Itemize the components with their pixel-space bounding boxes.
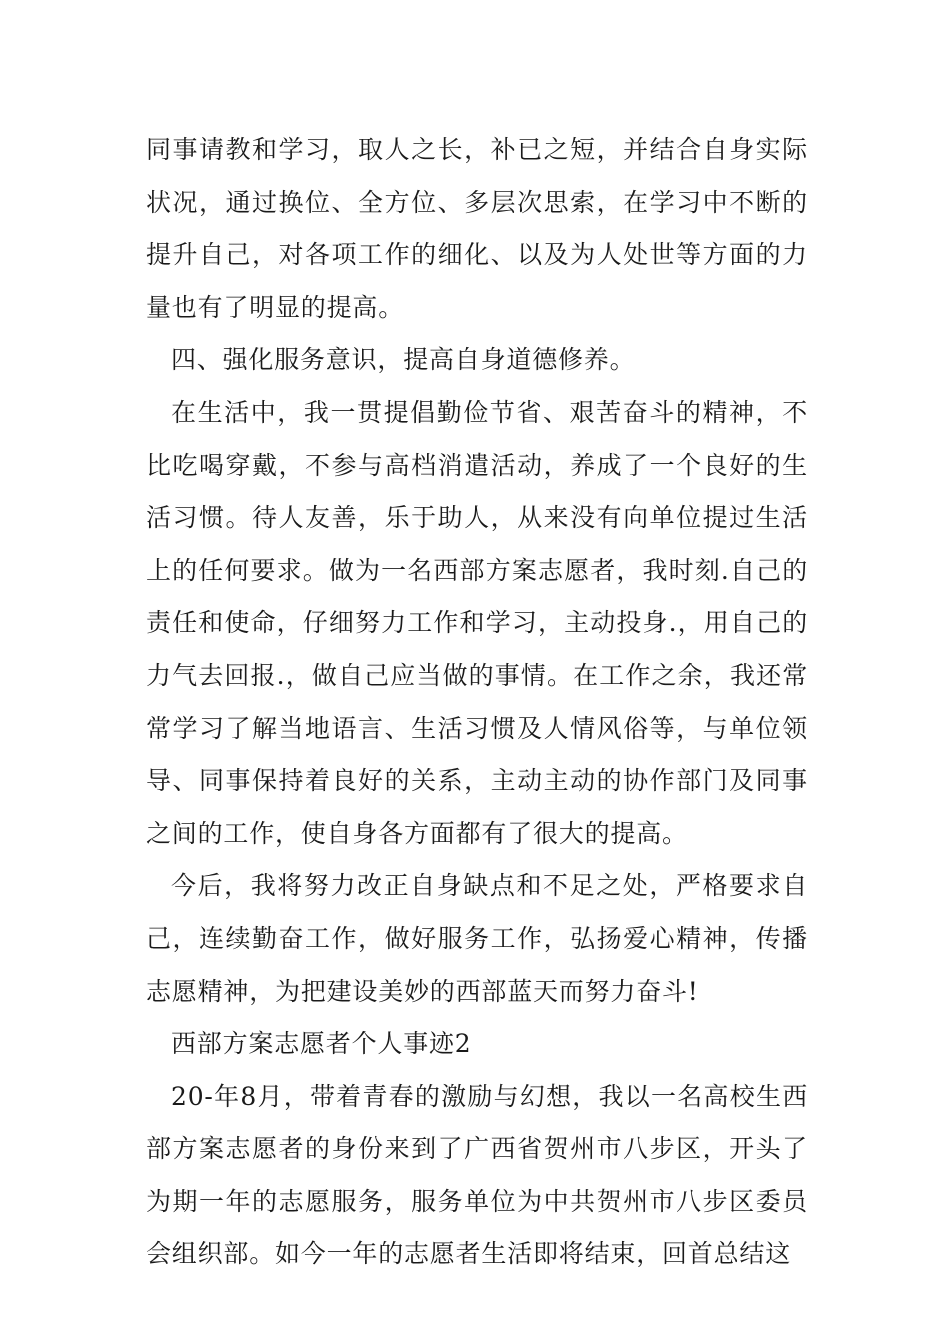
paragraph-continuation: 同事请教和学习，取人之长，补已之短，并结合自身实际状况，通过换位、全方位、多层次思索，在学习中不断的提升自己，对各项工作的细化、以及为人处世等方面的力量也有了明显的提高。	[146, 135, 808, 322]
document-body	[146, 124, 808, 1281]
article-title-2: 西部方案志愿者个人事迹2	[171, 1029, 472, 1059]
paragraph-life: 在生活中，我一贯提倡勤俭节省、艰苦奋斗的精神，不比吃喝穿戴，不参与高档消遣活动，养成了一个良好的生活习惯。待人友善，乐于助人，从来没有向单位提过生活上的任何要求。做为一名西部方案志愿者，我时刻.自己的责任和使命，仔细努力工作和学习，主动投身.，用自己的力气去回报.，做自己应当做的事情。在工作之余，我还常常学习了解当地语言、生活习惯及人情风俗等，与单位领导、同事保持着良好的关系，主动主动的协作部门及同事之间的工作，使自身各方面都有了很大的提高。	[146, 397, 808, 848]
paragraph-intro-2: 20-年8月，带着青春的激励与幻想，我以一名高校生西部方案志愿者的身份来到了广西省贺州市八步区，开头了为期一年的志愿服务，服务单位为中共贺州市八步区委员会组织部。如今一年的志愿者生活即将结束，回首总结这	[146, 1081, 808, 1269]
section-heading-four: 四、强化服务意识，提高自身道德修养。	[171, 345, 636, 375]
paragraph-future: 今后，我将努力改正自身缺点和不足之处，严格要求自己，连续勤奋工作，做好服务工作，弘扬爱心精神，传播志愿精神，为把建设美妙的西部蓝天而努力奋斗!	[146, 871, 808, 1006]
